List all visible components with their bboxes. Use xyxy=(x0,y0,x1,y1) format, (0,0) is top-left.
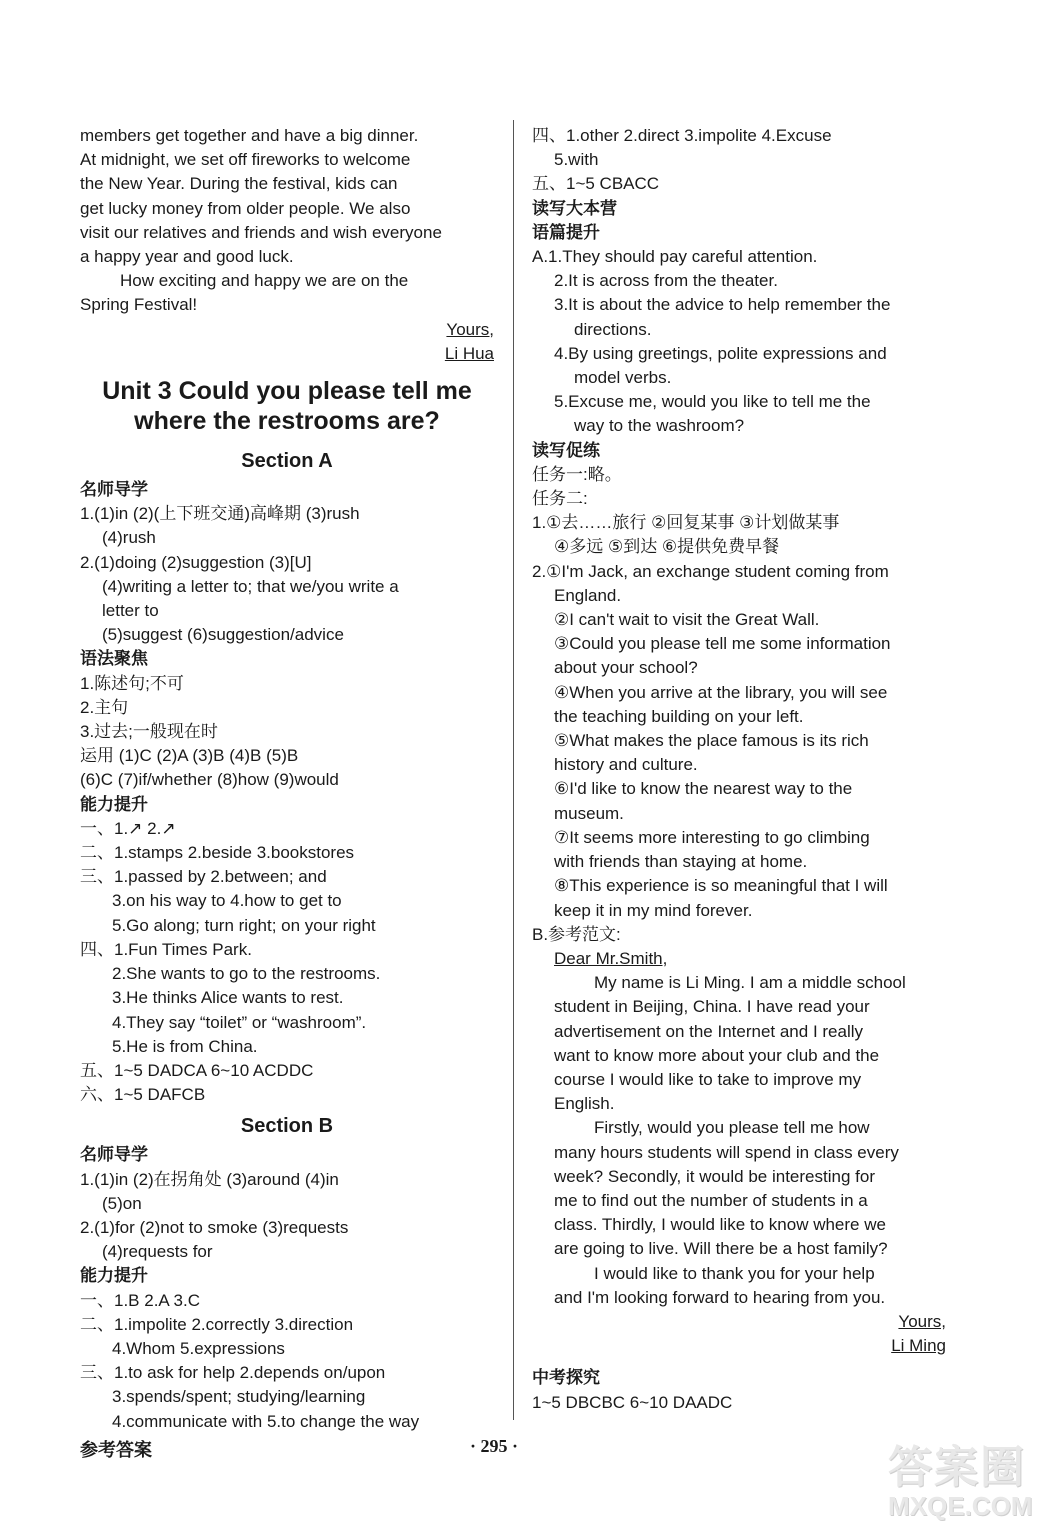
answer-line: 5.Go along; turn right; on your right xyxy=(112,915,376,935)
answer-line: directions. xyxy=(574,319,652,339)
answer-line: 三、1.to ask for help 2.depends on/upon xyxy=(80,1363,386,1383)
answer-line: about your school? xyxy=(554,658,698,678)
text-line: me to find out the number of students in a xyxy=(554,1190,868,1210)
answer-line: England. xyxy=(554,585,622,605)
watermark-logo xyxy=(888,1443,1033,1524)
sample-letter xyxy=(532,971,946,1358)
answer-line: 四、1.other 2.direct 3.impolite 4.Excuse xyxy=(532,126,832,145)
text-line: the New Year. During the festival, kids can xyxy=(80,174,398,194)
heading: 语篇提升 xyxy=(532,222,600,242)
answer-line: 三、1.passed by 2.between; and xyxy=(80,867,327,887)
answer-line: 二、1.stamps 2.beside 3.bookstores xyxy=(80,843,355,863)
answer-line: 1.(1)in (2)(上下班交通)高峰期 (3)rush xyxy=(80,504,360,524)
heading: 读写大本营 xyxy=(532,198,617,218)
answer-line: 4.communicate with 5.to change the way xyxy=(112,1411,420,1431)
answer-line: 1.(1)in (2)在拐角处 (3)around (4)in xyxy=(80,1169,339,1189)
answer-line: A.1.They should pay careful attention. xyxy=(532,247,818,267)
answer-line: way to the washroom? xyxy=(574,416,745,436)
heading: 名师导学 xyxy=(80,480,148,500)
answer-line: 一、1.↗ 2.↗ xyxy=(80,818,176,838)
unit-title-line: Unit 3 Could you please tell me xyxy=(102,377,472,406)
answer-line: 1.陈述句;不可 xyxy=(80,673,184,693)
text-line: members get together and have a big dinner. xyxy=(80,126,419,145)
text-line: Firstly, would you please tell me how xyxy=(594,1118,870,1138)
answer-line: ④多远 ⑤到达 ⑥提供免费早餐 xyxy=(554,537,780,557)
answer-line: 3.It is about the advice to help remember the xyxy=(554,295,891,315)
answer-line: ⑥I'd like to know the nearest way to the xyxy=(554,779,853,799)
left-column xyxy=(80,124,494,1434)
answer-line: the teaching building on your left. xyxy=(554,706,804,726)
answer-line: 3.spends/spent; studying/learning xyxy=(112,1387,366,1407)
text-line: week? Secondly, it would be interesting for xyxy=(554,1166,875,1186)
heading: 中考探究 xyxy=(532,1368,600,1388)
answer-line: 5.Excuse me, would you like to tell me the xyxy=(554,392,871,412)
letter-signature: Li Hua xyxy=(444,343,494,363)
answer-line: ②I can't wait to visit the Great Wall. xyxy=(554,610,820,630)
text-line: a happy year and good luck. xyxy=(80,247,294,267)
text-line: are going to live. Will there be a host family? xyxy=(554,1239,888,1259)
answer-line: 任务一:略。 xyxy=(532,464,622,484)
answer-line: B.参考范文: xyxy=(532,924,621,944)
heading: 能力提升 xyxy=(80,794,148,814)
answer-line: history and culture. xyxy=(554,755,698,775)
column-divider xyxy=(513,120,514,1420)
text-line: advertisement on the Internet and I really xyxy=(554,1021,864,1041)
watermark-url: MXQE.COM xyxy=(888,1491,1033,1521)
text-line: visit our relatives and friends and wish everyone xyxy=(80,222,442,242)
footer-label: 参考答案 xyxy=(80,1440,152,1460)
answer-line: 3.on his way to 4.how to get to xyxy=(112,891,342,911)
answer-line: 5.with xyxy=(554,150,599,170)
answer-line: 5.He is from China. xyxy=(112,1036,258,1056)
answer-line: 1.①去……旅行 ②回复某事 ③计划做某事 xyxy=(532,513,840,533)
text-line: student in Beijing, China. I have read your xyxy=(554,997,870,1017)
answer-line: 4.Whom 5.expressions xyxy=(112,1338,285,1358)
answer-line: 3.过去;一般现在时 xyxy=(80,722,218,742)
answer-line: 2.(1)for (2)not to smoke (3)requests xyxy=(80,1217,349,1237)
text-line: I would like to thank you for your help xyxy=(594,1263,875,1283)
answer-line: 2.She wants to go to the restrooms. xyxy=(112,964,381,984)
text-line: and I'm looking forward to hearing from you. xyxy=(554,1287,886,1307)
answer-line: 2.(1)doing (2)suggestion (3)[U] xyxy=(80,552,312,572)
text-line: want to know more about your club and the xyxy=(554,1045,880,1065)
answer-line: (4)writing a letter to; that we/you write a xyxy=(102,576,399,596)
answer-line: 2.It is across from the theater. xyxy=(554,271,778,291)
answer-line: with friends than staying at home. xyxy=(554,852,808,872)
letter-body xyxy=(80,124,494,366)
watermark-text: 答案圈 xyxy=(888,1443,1026,1492)
answer-line: 运用 (1)C (2)A (3)B (4)B (5)B xyxy=(80,746,299,766)
answer-line: ③Could you please tell me some information xyxy=(554,634,891,654)
text-line: How exciting and happy we are on the xyxy=(120,271,409,291)
text-line: course I would like to take to improve my xyxy=(554,1069,862,1089)
answer-line: ④When you arrive at the library, you will see xyxy=(554,682,888,702)
text-line: Spring Festival! xyxy=(80,295,198,315)
answer-line: letter to xyxy=(102,601,159,621)
unit-title-line: where the restrooms are? xyxy=(134,407,440,436)
answer-line: ⑤What makes the place famous is its rich xyxy=(554,731,869,751)
answer-line: 一、1.B 2.A 3.C xyxy=(80,1290,200,1310)
answer-line: (5)on xyxy=(102,1193,142,1213)
answer-line: ⑦It seems more interesting to go climbing xyxy=(554,827,870,847)
heading: 名师导学 xyxy=(80,1145,148,1165)
answer-line: (5)suggest (6)suggestion/advice xyxy=(102,625,344,645)
answer-line: 2.①I'm Jack, an exchange student coming from xyxy=(532,561,889,581)
answer-line: 六、1~5 DAFCB xyxy=(80,1085,206,1105)
page-number: · 295 · xyxy=(470,1436,519,1456)
letter-closing: Yours, xyxy=(898,1311,946,1331)
letter-salutation: Dear Mr.Smith, xyxy=(554,948,668,968)
answer-line: 四、1.Fun Times Park. xyxy=(80,939,252,959)
right-column xyxy=(532,124,946,1415)
letter-signature: Li Ming xyxy=(891,1336,946,1356)
answer-line: 任务二: xyxy=(532,489,588,509)
answer-line: (4)rush xyxy=(102,528,156,548)
answer-line: museum. xyxy=(554,803,624,823)
text-line: My name is Li Ming. I am a middle school xyxy=(594,973,906,993)
heading: 读写促练 xyxy=(532,440,600,460)
answer-line: 3.He thinks Alice wants to rest. xyxy=(112,988,344,1008)
section-a-title: Section A xyxy=(241,450,333,473)
unit-title xyxy=(80,376,494,436)
text-line: many hours students will spend in class every xyxy=(554,1142,899,1162)
heading: 能力提升 xyxy=(80,1266,148,1286)
answer-line: model verbs. xyxy=(574,368,672,388)
heading: 语法聚焦 xyxy=(80,649,148,669)
text-line: class. Thirdly, I would like to know where we xyxy=(554,1215,886,1235)
text-line: English. xyxy=(554,1094,615,1114)
answer-line: 二、1.impolite 2.correctly 3.direction xyxy=(80,1314,354,1334)
answer-line: 4.By using greetings, polite expressions and xyxy=(554,343,887,363)
answer-line: 五、1~5 CBACC xyxy=(532,174,660,194)
answer-line: 五、1~5 DADCA 6~10 ACDDC xyxy=(80,1060,314,1080)
answer-line: ⑧This experience is so meaningful that I will xyxy=(554,876,888,896)
answer-line: (4)requests for xyxy=(102,1242,213,1262)
text-line: get lucky money from older people. We also xyxy=(80,198,411,218)
answer-line: 1~5 DBCBC 6~10 DAADC xyxy=(532,1392,733,1412)
answer-line: keep it in my mind forever. xyxy=(554,900,753,920)
text-line: At midnight, we set off fireworks to welcome xyxy=(80,150,411,170)
answer-line: (6)C (7)if/whether (8)how (9)would xyxy=(80,770,339,790)
section-b-title: Section B xyxy=(240,1115,334,1138)
letter-closing: Yours, xyxy=(446,319,494,339)
answer-line: 2.主句 xyxy=(80,697,129,717)
answer-line: 4.They say “toilet” or “washroom”. xyxy=(112,1012,367,1032)
